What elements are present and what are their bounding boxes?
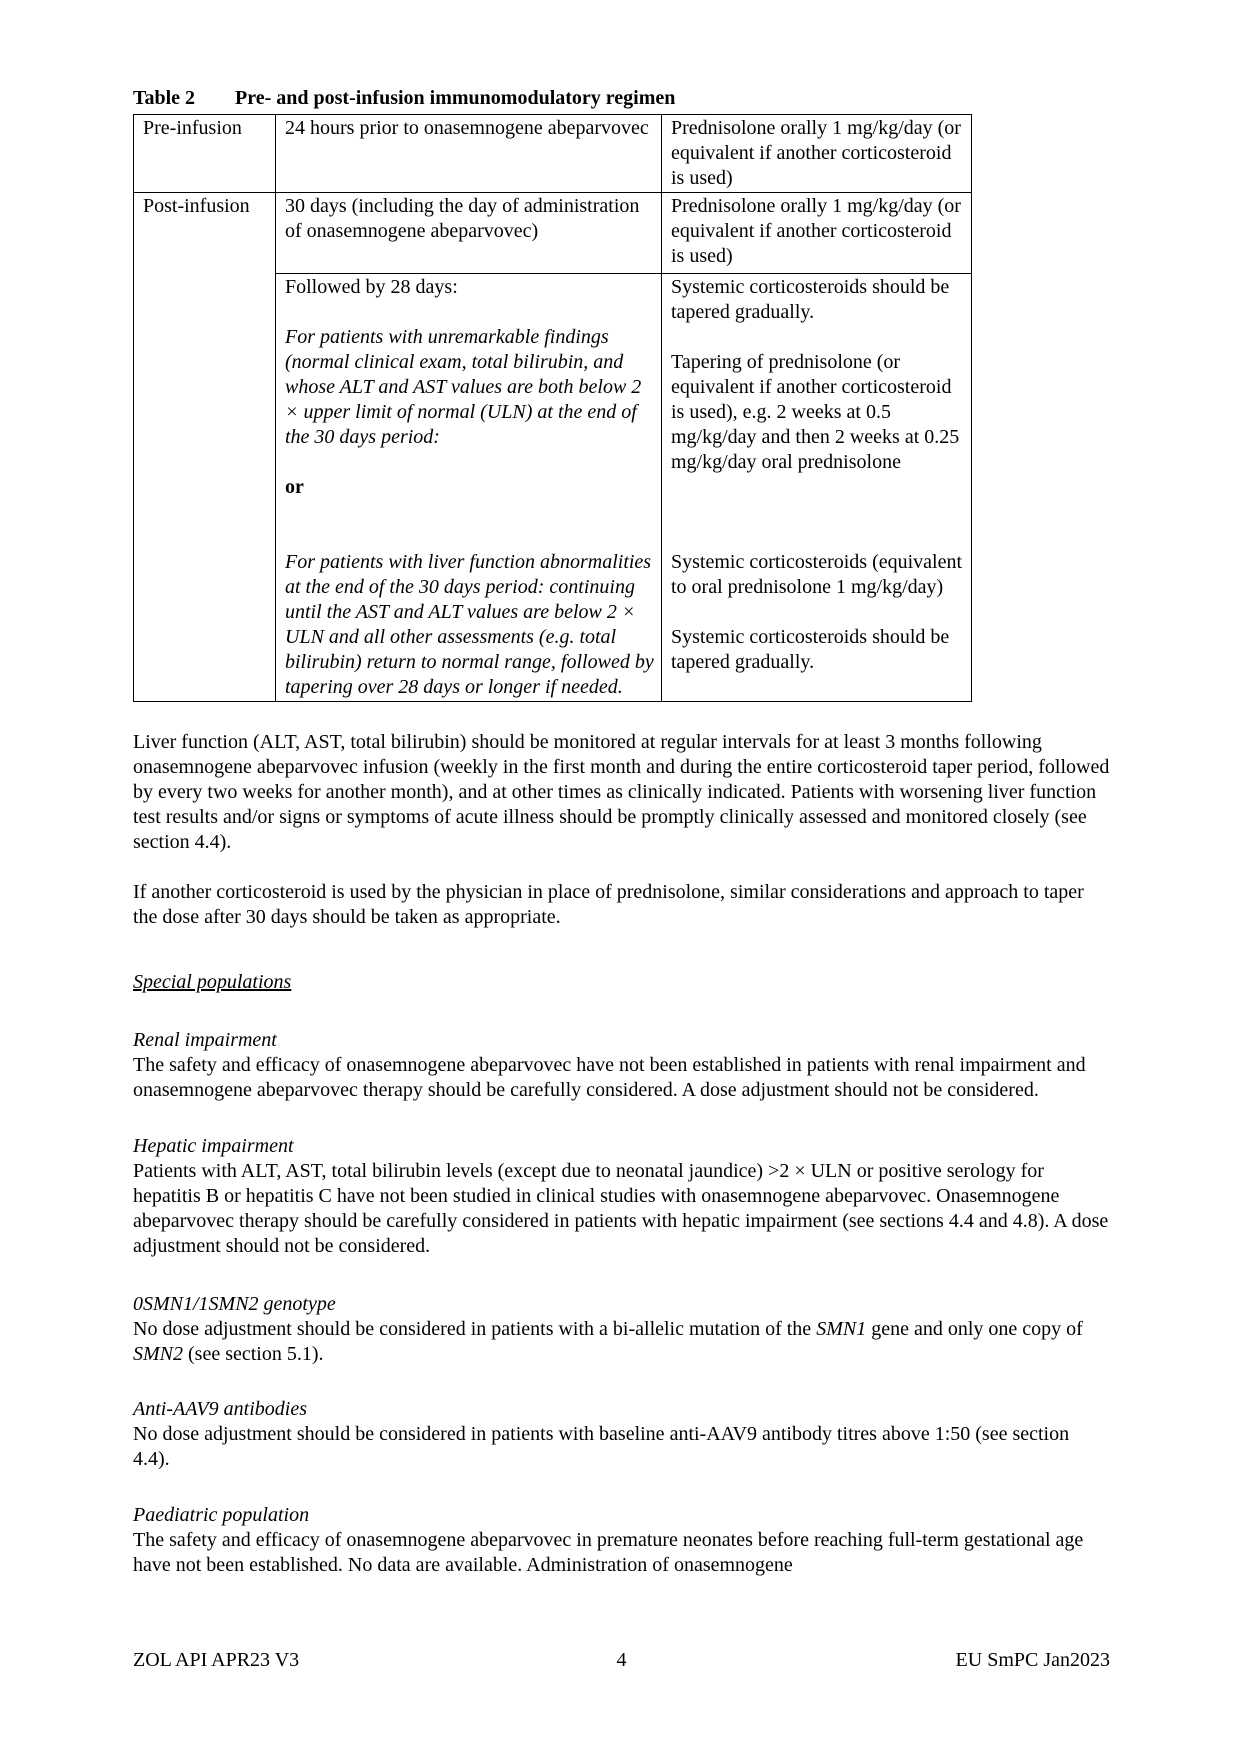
table-row-pre-infusion: [134, 115, 972, 193]
cell-followup-conditions: [276, 274, 662, 702]
cell-post-infusion-label: Post-infusion: [134, 193, 276, 702]
smn-genotype-heading: 0SMN1/1SMN2 genotype: [133, 1293, 336, 1315]
cell-post-infusion-timing: 30 days (including the day of administration of onasemnogene abeparvovec): [276, 193, 662, 274]
table-caption: [133, 86, 1110, 111]
immunomodulatory-regimen-table: [133, 114, 972, 702]
special-populations-heading: Special populations: [133, 971, 292, 993]
renal-impairment-paragraph: The safety and efficacy of onasemnogene abeparvovec have not been established in patients with renal impairment and onasemnogene abeparvovec therapy should be carefully considered. A dose adjustment should not be considered.: [133, 1054, 1086, 1101]
followup-duration-text: Followed by 28 days:: [285, 276, 458, 298]
regimen-taper-gradually-text-1: Systemic corticosteroids should be tapered gradually.: [671, 276, 950, 323]
genotype-text-3: (see section 5.1).: [183, 1343, 324, 1365]
table-caption-title: Pre- and post-infusion immunomodulatory regimen: [235, 87, 676, 109]
renal-impairment-heading: Renal impairment: [133, 1029, 277, 1051]
smn1-gene-name: SMN1: [816, 1318, 867, 1340]
alternative-corticosteroid-paragraph: If another corticosteroid is used by the physician in place of prednisolone, similar considerations and approach to taper the dose after 30 days should be taken as appropriate.: [133, 881, 1084, 928]
table-row-post-infusion: [134, 193, 972, 274]
page-footer: [133, 1648, 1110, 1673]
table-caption-label: Table 2: [133, 87, 196, 109]
liver-function-monitoring-paragraph: Liver function (ALT, AST, total bilirubin) should be monitored at regular intervals for at least 3 months following onasemnogene abeparvovec infusion (weekly in the first month and during the entire corticosteroid taper period, followed by every two weeks for another month), and at other times as clinically indicated. Patients with worsening liver function test results and/or signs or symptoms of acute illness should be promptly clinically assessed and monitored closely (see section 4.4).: [133, 731, 1110, 853]
footer-document-code: ZOL API APR23 V3: [133, 1649, 300, 1671]
paediatric-population-paragraph: The safety and efficacy of onasemnogene abeparvovec in premature neonates before reaching full-term gestational age have not been established. No data are available. Administration of onasemnogene: [133, 1529, 1084, 1576]
footer-page-number: 4: [616, 1649, 627, 1671]
cell-followup-regimen: [662, 274, 972, 702]
followup-or-text: or: [285, 476, 304, 498]
anti-aav9-antibodies-heading: Anti-AAV9 antibodies: [133, 1398, 307, 1420]
followup-liver-abnormalities-text: For patients with liver function abnormalities at the end of the 30 days period: continuing until the AST and ALT values are below 2 × ULN and all other assessments (e.g. total bilirubin) return to normal range, followed by tapering over 28 days or longer if needed.: [285, 551, 654, 698]
regimen-systemic-equivalent-text: Systemic corticosteroids (equivalent to oral prednisolone 1 mg/kg/day): [671, 551, 963, 598]
hepatic-impairment-heading: Hepatic impairment: [133, 1135, 294, 1157]
genotype-text-2: gene and only one copy of: [866, 1318, 1083, 1340]
paediatric-population-heading: Paediatric population: [133, 1504, 310, 1526]
footer-document-version: EU SmPC Jan2023: [955, 1649, 1111, 1671]
followup-unremarkable-findings-text: For patients with unremarkable findings (normal clinical exam, total bilirubin, and whose ALT and AST values are both below 2 × upper limit of normal (ULN) at the end of the 30 days period:: [285, 326, 642, 448]
regimen-tapering-schedule-text: Tapering of prednisolone (or equivalent if another corticosteroid is used), e.g. 2 weeks at 0.5 mg/kg/day and then 2 weeks at 0.25 mg/kg/day oral prednisolone: [671, 351, 960, 473]
cell-post-infusion-regimen: Prednisolone orally 1 mg/kg/day (or equivalent if another corticosteroid is used): [662, 193, 972, 274]
hepatic-impairment-paragraph: Patients with ALT, AST, total bilirubin levels (except due to neonatal jaundice) >2 × ULN or positive serology for hepatitis B or hepatitis C have not been studied in clinical studies with onasemnogene abeparvovec. Onasemnogene abeparvovec therapy should be carefully considered in patients with hepatic impairment (see sections 4.4 and 4.8). A dose adjustment should not be considered.: [133, 1160, 1109, 1257]
genotype-text-1: No dose adjustment should be considered in patients with a bi-allelic mutation of the: [133, 1318, 817, 1340]
smn-genotype-paragraph: [133, 1317, 1110, 1367]
cell-pre-infusion-label: Pre-infusion: [134, 115, 276, 193]
anti-aav9-antibodies-paragraph: No dose adjustment should be considered in patients with baseline anti-AAV9 antibody titres above 1:50 (see section 4.4).: [133, 1423, 1070, 1470]
cell-pre-infusion-regimen: Prednisolone orally 1 mg/kg/day (or equivalent if another corticosteroid is used): [662, 115, 972, 193]
cell-pre-infusion-timing: 24 hours prior to onasemnogene abeparvovec: [276, 115, 662, 193]
smn2-gene-name: SMN2: [133, 1343, 183, 1365]
regimen-taper-gradually-text-2: Systemic corticosteroids should be tapered gradually.: [671, 626, 950, 673]
